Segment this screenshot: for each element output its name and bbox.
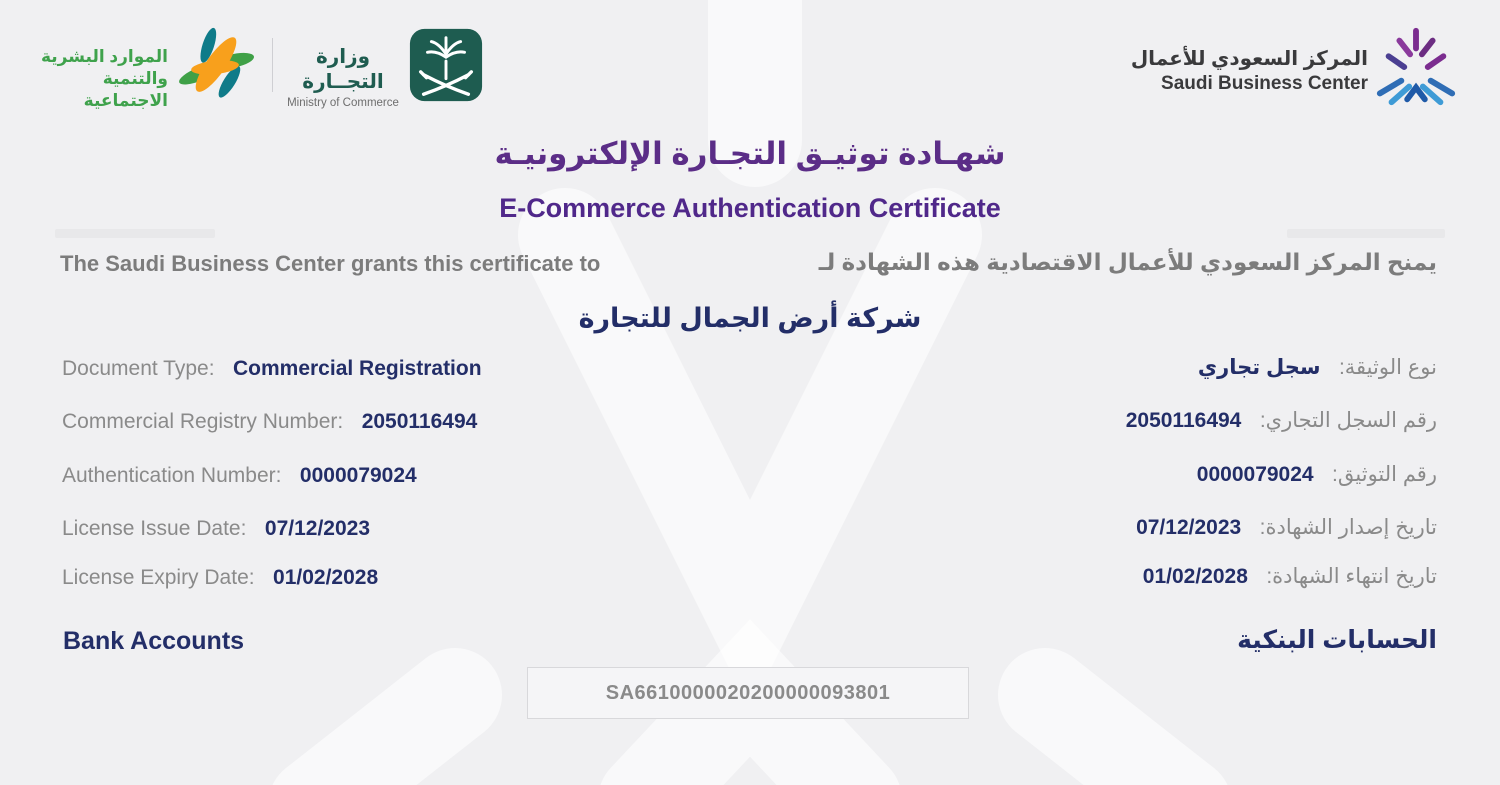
sbc-starburst-icon: [1372, 24, 1460, 112]
grant-statement-en: The Saudi Business Center grants this certificate to: [60, 251, 601, 276]
grant-statement-ar: يمنح المركز السعودي للأعمال الاقتصادية هذه الشهادة لـ: [818, 249, 1437, 275]
field-row-issue-date-en: [62, 517, 370, 541]
commerce-ministry-name-en: Ministry of Commerce: [287, 97, 399, 109]
field-value: 07/12/2023: [264, 517, 370, 540]
field-label: License Expiry Date:: [62, 566, 255, 589]
field-value: 07/12/2023: [1136, 516, 1242, 539]
field-row-authentication-number-en: [62, 464, 417, 488]
field-label: License Issue Date:: [62, 517, 247, 540]
iban-box: [527, 667, 969, 719]
field-value: سجل تجاري: [1197, 356, 1321, 379]
field-row-document-type-en: [62, 357, 482, 381]
hr-ministry-logo-icon: [168, 24, 264, 106]
field-label: Authentication Number:: [62, 464, 282, 487]
commerce-ministry-name-ar: وزارة التجــارة: [302, 46, 384, 93]
bank-accounts-heading-ar: الحسابات البنكية: [1237, 626, 1437, 654]
field-value: 01/02/2028: [273, 566, 379, 589]
field-value: 0000079024: [299, 464, 417, 487]
field-value: 0000079024: [1196, 463, 1314, 486]
field-value: 2050116494: [1125, 409, 1242, 432]
field-value: 2050116494: [361, 410, 478, 433]
saudi-emblem-icon: [406, 26, 486, 104]
field-row-registry-number-en: [62, 410, 477, 434]
hr-ministry-name-line1: الموارد البشرية: [40, 47, 168, 66]
certificate-title-en: E-Commerce Authentication Certificate: [499, 193, 1001, 223]
iban-value: SA6610000020200000093801: [605, 681, 891, 704]
business-center-name: [1108, 46, 1368, 95]
field-label: تاريخ إصدار الشهادة:: [1259, 516, 1437, 539]
hr-ministry-name-line2: والتنمية الاجتماعية: [83, 69, 168, 110]
hr-ministry-name: [38, 46, 168, 112]
business-center-name-ar: المركز السعودي للأعمال: [1130, 48, 1368, 70]
commerce-ministry-name: [282, 44, 404, 109]
field-row-authentication-number-ar: [1197, 462, 1437, 487]
header-divider: [272, 38, 273, 92]
field-label: رقم السجل التجاري:: [1259, 409, 1437, 432]
field-label: Commercial Registry Number:: [62, 410, 344, 433]
field-label: رقم التوثيق:: [1332, 463, 1437, 486]
field-row-document-type-ar: [1198, 355, 1437, 380]
field-row-issue-date-ar: [1136, 515, 1437, 540]
field-value: Commercial Registration: [232, 357, 482, 380]
field-value: 01/02/2028: [1142, 565, 1248, 588]
field-label: Document Type:: [62, 357, 215, 380]
decor-bar-right: [1287, 229, 1445, 238]
field-row-expiry-date-ar: [1143, 564, 1437, 589]
company-name: شركة أرض الجمال للتجارة: [578, 303, 922, 333]
field-row-expiry-date-en: [62, 566, 378, 590]
field-label: نوع الوثيقة:: [1338, 356, 1437, 379]
certificate-title-ar: شهـادة توثيـق التجـارة الإلكترونيـة: [494, 136, 1006, 171]
field-row-registry-number-ar: [1126, 408, 1437, 433]
decor-bar-left: [55, 229, 215, 238]
business-center-name-en: Saudi Business Center: [1161, 73, 1368, 94]
field-label: تاريخ انتهاء الشهادة:: [1266, 565, 1437, 588]
bank-accounts-heading-en: Bank Accounts: [63, 627, 245, 655]
